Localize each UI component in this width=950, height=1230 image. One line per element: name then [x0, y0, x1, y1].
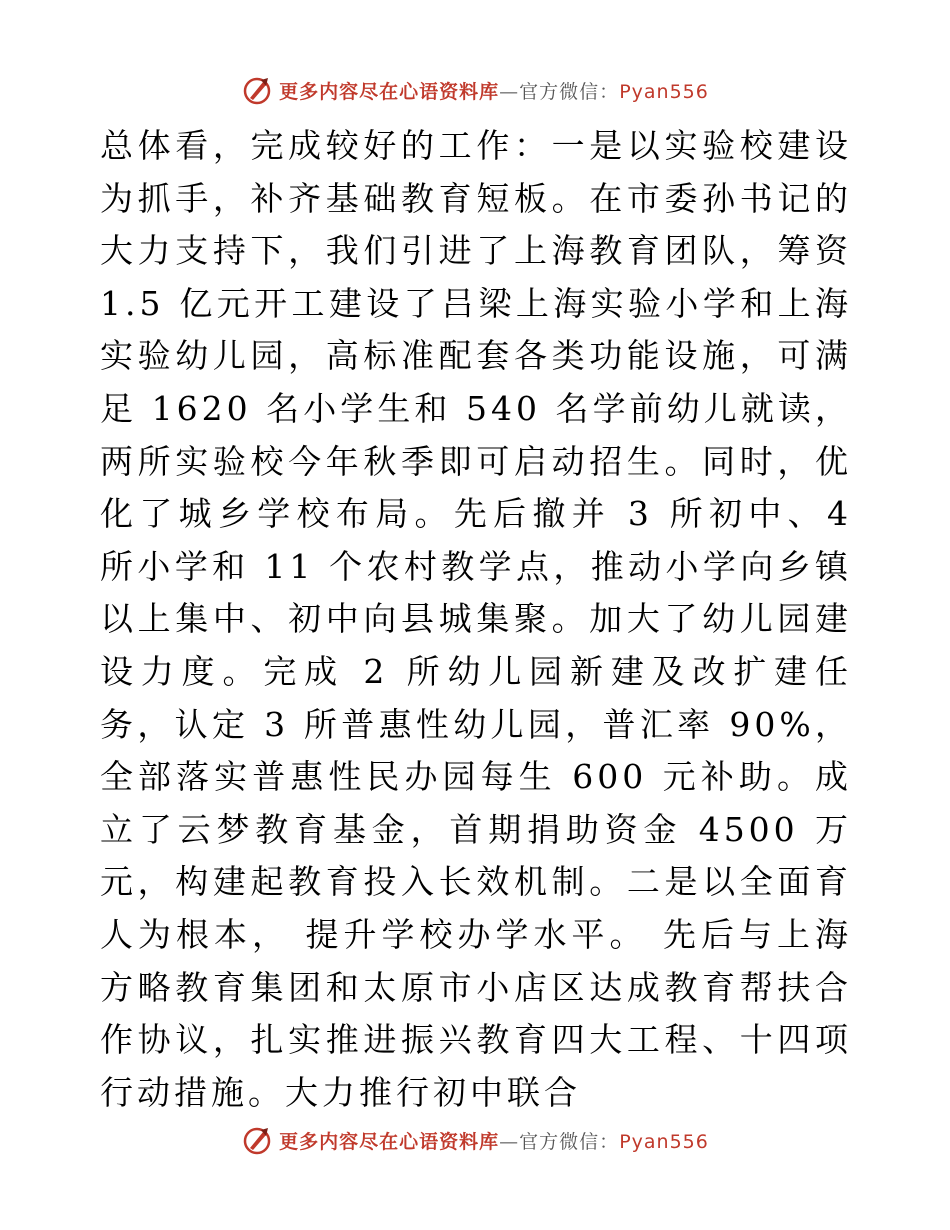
- watermark-library-text: 更多内容尽在心语资料库: [279, 1130, 500, 1153]
- watermark-separator: —: [499, 80, 520, 103]
- footer-watermark: [0, 1120, 950, 1160]
- watermark-wechat-id: Pyan556: [619, 80, 709, 103]
- watermark-text: [279, 1127, 709, 1154]
- watermark-wechat-label: 官方微信：: [519, 1130, 620, 1153]
- header-watermark: [0, 70, 950, 110]
- quill-logo-icon: [241, 74, 273, 106]
- quill-logo-icon: [241, 1124, 273, 1156]
- watermark-library-text: 更多内容尽在心语资料库: [279, 80, 500, 103]
- watermark-text: [279, 77, 709, 104]
- document-paragraph: 总体看，完成较好的工作：一是以实验校建设为抓手，补齐基础教育短板。在市委孙书记的大力支持下，我们引进了上海教育团队，筹资 1.5 亿元开工建设了吕梁上海实验小学和上海实验幼儿园，高标准配套各类功能设施，可满足 1620 名小学生和 540 名学前幼儿就读，两所实验校今年秋季即可启动招生。同时，优化了城乡学校布局。先后撤并 3 所初中、4 所小学和 11 个农村教学点，推动小学向乡镇以上集中、初中向县城集聚。加大了幼儿园建设力度。完成 2 所幼儿园新建及改扩建任务，认定 3 所普惠性幼儿园，普汇率 90%，全部落实普惠性民办园每生 600 元补助。成立了云梦教育基金，首期捐助资金 4500 万元，构建起教育投入长效机制。二是以全面育人为根本， 提升学校办学水平。 先后与上海方略教育集团和太原市小店区达成教育帮扶合作协议，扎实推进振兴教育四大工程、十四项行动措施。大力推行初中联合: [100, 126, 853, 1112]
- watermark-wechat-id: Pyan556: [619, 1130, 709, 1153]
- watermark-wechat-label: 官方微信：: [519, 80, 620, 103]
- watermark-separator: —: [499, 1130, 520, 1153]
